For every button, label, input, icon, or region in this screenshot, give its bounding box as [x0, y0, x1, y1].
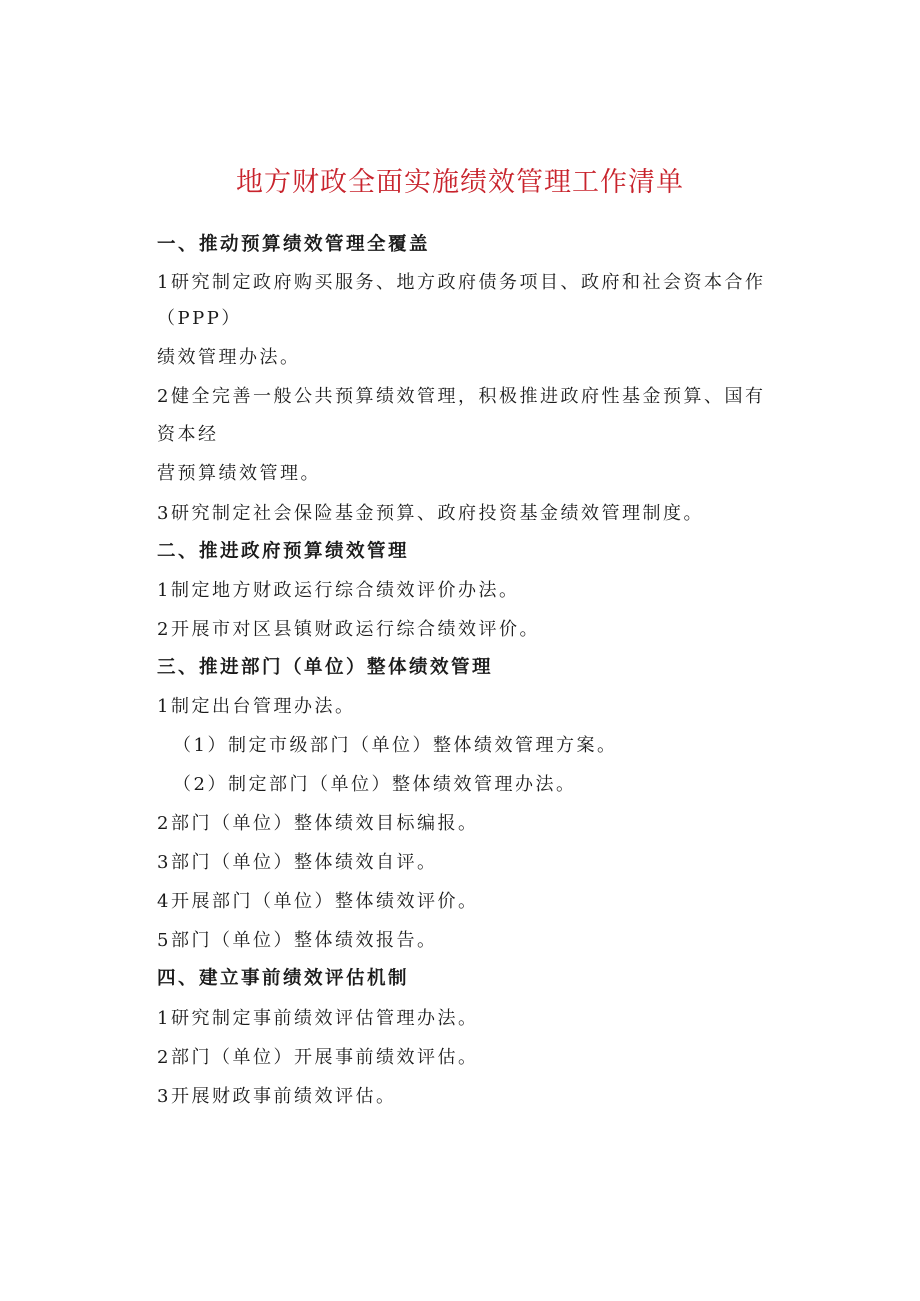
list-item: 1研究制定政府购买服务、地方政府债务项目、政府和社会资本合作: [157, 272, 766, 293]
section-heading-4: 四、建立事前绩效评估机制: [157, 968, 410, 989]
list-item: 营预算绩效管理。: [157, 463, 321, 484]
list-item: （PPP）: [157, 308, 242, 329]
list-item: 2健全完善一般公共预算绩效管理，积极推进政府性基金预算、国有: [157, 386, 766, 407]
list-item: 3开展财政事前绩效评估。: [157, 1086, 397, 1107]
list-item: 2部门（单位）整体绩效目标编报。: [157, 813, 479, 834]
list-item: 2开展市对区县镇财政运行综合绩效评价。: [157, 619, 540, 640]
section-heading-2: 二、推进政府预算绩效管理: [157, 541, 410, 562]
list-item: 1研究制定事前绩效评估管理办法。: [157, 1008, 479, 1029]
list-item: 1制定出台管理办法。: [157, 696, 356, 717]
list-item: 3部门（单位）整体绩效自评。: [157, 852, 438, 873]
section-heading-1: 一、推动预算绩效管理全覆盖: [157, 234, 431, 255]
document-title: 地方财政全面实施绩效管理工作清单: [236, 167, 684, 198]
list-item: 4开展部门（单位）整体绩效评价。: [157, 891, 479, 912]
sub-list-item: （2）制定部门（单位）整体绩效管理办法。: [173, 774, 577, 795]
list-item: 1制定地方财政运行综合绩效评价办法。: [157, 580, 520, 601]
list-item: 资本经: [157, 424, 219, 445]
sub-list-item: （1）制定市级部门（单位）整体绩效管理方案。: [173, 735, 618, 756]
list-item: 3研究制定社会保险基金预算、政府投资基金绩效管理制度。: [157, 503, 704, 524]
section-heading-3: 三、推进部门（单位）整体绩效管理: [157, 657, 494, 678]
list-item: 5部门（单位）整体绩效报告。: [157, 930, 438, 951]
list-item: 2部门（单位）开展事前绩效评估。: [157, 1047, 479, 1068]
list-item: 绩效管理办法。: [157, 347, 301, 368]
